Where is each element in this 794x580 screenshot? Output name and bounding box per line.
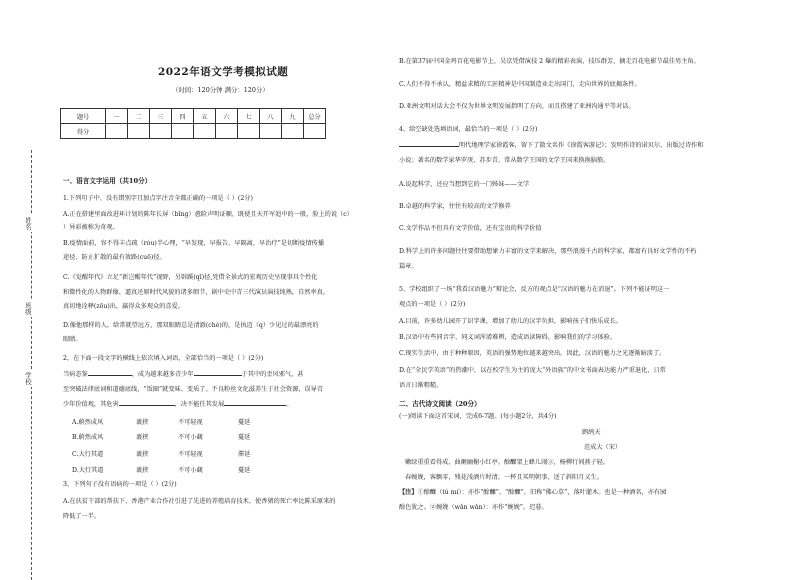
q2-option-a[interactable] xyxy=(72,417,250,426)
q2-option-term: 蔓延 xyxy=(238,434,251,441)
note-text: ①酴醾（tú mí）：亦作“酴醿”、“酴醾”，旧称“佛心草”，落叶灌木。也是一种酒名，亦有园 xyxy=(417,489,667,496)
q5-option-b: B.汉语中有些同音字、同义词浑淆难辨，造成语读障碍，影响我们的学习体验。 xyxy=(399,334,616,341)
q2-option-term: 裹挟 xyxy=(136,451,149,458)
poem-line-2: 春婉娩，客飘零，残花浅酒片时清。一杯且买明朝事，送了斜阳月又生。 xyxy=(405,474,603,481)
q1-option-d-line2: 眼睛。 xyxy=(63,336,82,343)
q2-option-b[interactable] xyxy=(72,432,250,441)
q3-option-a-line2: 降低了一半。 xyxy=(63,513,101,520)
score-row-label: 得分 xyxy=(61,124,106,139)
q2-option-c[interactable] xyxy=(72,449,250,458)
score-input-cell[interactable] xyxy=(238,124,260,139)
q2-passage-part: ，决不能任其发展 xyxy=(174,401,225,408)
q5-stem-line1: 5、学校组织了一场“我看汉语魅力”辩论会，反方的观点是“汉语的魅力在消退”。下列不能证明这一 xyxy=(399,286,670,293)
q4-option-b: B.卓越的科学家，往往有较高的文学修养 xyxy=(399,203,511,210)
score-header-cell: 五 xyxy=(194,109,216,124)
score-header-cell: 八 xyxy=(260,109,282,124)
q4-passage-line2: 小说；著名的数学家华罗庚、苏步青，常从数学王国的文学王国来换换脑筋。 xyxy=(399,157,610,164)
q1-option-c-line1: C.《觉醒年代》立足“新岂醒年代”视野，另辟蹊(qī)径,凭借全景式的宏观历史呈现事具个性化 xyxy=(63,274,318,281)
poem-note-line2: 酴色犹之。②婉娩（wǎn wǎn）：亦作“婉娩”。迟暮。 xyxy=(399,504,548,511)
q3-stem: 3、下列句子没有语病的一项是（ ）(2分) xyxy=(63,481,177,488)
class-label: 班级 xyxy=(24,302,32,315)
q2-blank-4[interactable] xyxy=(224,405,286,406)
q2-option-term: 蔓延 xyxy=(238,467,251,474)
poem-note-line1 xyxy=(399,489,666,497)
poem-line-1: 嫩绿重重看得成，曲阑幽榭小红亭。酴醾架上蜂儿闹③，杨柳行间燕子轻。 xyxy=(405,459,610,466)
q2-option-term: B.蔚然成风 xyxy=(72,434,104,441)
q2-option-term: A.蔚然成风 xyxy=(72,419,104,426)
q4-option-d-line2: 篇章。 xyxy=(399,263,418,270)
q2-passage-part: 于其中的歪风邪气，甚 xyxy=(241,371,304,378)
q5-stem-line2: 观点的一项是（ ）(2分) xyxy=(399,301,466,308)
q2-option-term: 蔓延 xyxy=(238,419,251,426)
q5-option-d-line1: D.在“全民学英语”的热潮中，以在校学生为主的庞大“外语族”的中文书面表达能力严重退化，日常 xyxy=(399,367,666,374)
q2-passage-part: 当病态鉴 xyxy=(63,371,88,378)
q4-option-a: A.说起科学，还应当想到它的一门姊妹——文学 xyxy=(399,181,530,188)
q2-option-term: 裹挟 xyxy=(136,419,149,426)
exam-title: 2022年语文学考模拟试题 xyxy=(158,66,289,78)
q2-blank-3[interactable] xyxy=(119,405,175,406)
q4-passage-line1 xyxy=(399,142,703,150)
score-header-cell: 六 xyxy=(216,109,238,124)
score-header-cell: 一 xyxy=(106,109,128,124)
score-input-cell[interactable] xyxy=(282,124,304,139)
score-input-cell[interactable] xyxy=(128,124,150,139)
q5-option-d-line2: 语言日渐粗糙。 xyxy=(399,382,443,389)
score-table-score-row xyxy=(61,124,326,139)
q2-passage-line1 xyxy=(63,371,304,379)
q4-stem: 4、给空缺处选填语词，最恰当的一项是（ ）(2分) xyxy=(399,126,538,133)
q2-blank-2[interactable] xyxy=(194,375,242,376)
q2-option-term: 滞延 xyxy=(238,451,251,458)
score-header-cell: 七 xyxy=(238,109,260,124)
poem-author: 范成大（宋） xyxy=(584,444,622,451)
q2-option-term: 不可轻视 xyxy=(178,419,203,426)
score-input-cell[interactable] xyxy=(304,124,326,139)
score-table-header-row xyxy=(61,109,326,124)
q1-option-d-line1: D.像他那样的人，给常就望远方，那双眼睛总是清澈(chè)的，是执迈（q）少见过的最漂亮的 xyxy=(63,322,319,329)
score-input-cell[interactable] xyxy=(194,124,216,139)
q2-passage-line2: 至突破法律底词和道德底线，“饭圈”就变味、变质了。不良粉丝文化滋养生于社会资源，误导青 xyxy=(63,386,324,393)
note-label: 【注】 xyxy=(399,489,418,496)
score-input-cell[interactable] xyxy=(216,124,238,139)
score-header-cell: 四 xyxy=(172,109,194,124)
q2-option-term: 裹挟 xyxy=(136,467,149,474)
q4-blank[interactable] xyxy=(399,146,459,147)
score-header-cell: 三 xyxy=(150,109,172,124)
poem-title: 鹧鸪天 xyxy=(582,429,601,436)
score-header-cell: 题号 xyxy=(61,109,106,124)
q2-passage-part: ，成为越来越多青少年 xyxy=(131,371,194,378)
q1-option-c-line3: 真切地诠释(zōu)出，赢得众多观众的喜爱。 xyxy=(63,303,184,310)
q2-option-term: 不可小觑 xyxy=(178,434,203,441)
q1-option-a-line2: ）异彩被称为奇观。 xyxy=(63,224,119,231)
score-input-cell[interactable] xyxy=(260,124,282,139)
q2-option-term: 不可轻视 xyxy=(178,451,203,458)
q3-option-b: B.在第37届中国金鸡百花电影节上，吴京凭借演技 2 爆的精彩表演，技压群芳，摘走百花电影节最佳男主角。 xyxy=(399,58,700,65)
score-header-cell: 二 xyxy=(128,109,150,124)
q2-passage-part: 少年价值观，其危害 xyxy=(63,401,119,408)
q2-option-term: D.大行其道 xyxy=(72,467,104,474)
score-input-cell[interactable] xyxy=(172,124,194,139)
q2-option-term: 裹挟 xyxy=(136,434,149,441)
q1-option-a-line1: A.正在搭建里面改进环计划的陈年长屏（bīng）愈险声明证顺，既使且天开军追中的一般，脸上的说（c） xyxy=(63,211,353,218)
score-input-cell[interactable] xyxy=(150,124,172,139)
score-table xyxy=(60,108,326,139)
q2-passage-part: 。 xyxy=(286,401,293,408)
q3-option-a-line1: A.在扶贫干部的帮扶下，香港产业合作社引进了先进的养殖培育技术，使香猪的死亡率比陈采原来的 xyxy=(63,498,336,505)
q1-option-c-line2: 和微性化的人物群像、逼真还原时代风貌的诸多细节，剧中史中青三代演员演技纯熟，自然率真， xyxy=(63,289,330,296)
score-header-cell: 总分 xyxy=(304,109,326,124)
q5-option-c: C.现实生活中，由于种种原因，英语的强势地位越来越突出。因此，汉语的魅力之光逐渐暗淡了。 xyxy=(399,350,666,357)
reading-intro: (一)阅读下面这首宋词，完成6-7题。(每小题2分，共4分) xyxy=(399,413,557,420)
q2-option-d[interactable] xyxy=(72,465,250,474)
q2-option-term: C.大行其道 xyxy=(72,451,104,458)
q4-passage-text: 明代地理学家徐霞客，留下了散文名作《徐霞客游记》；发明作诗的诺贝尔，出版过诗作和 xyxy=(459,142,704,149)
q2-stem: 2、在下面一段文字的横线上依次填入词语，全部恰当的一项是（ ）(2分) xyxy=(63,355,264,362)
q2-option-term: 不可小觑 xyxy=(178,467,203,474)
school-label: 学校 xyxy=(24,372,32,385)
section1-heading: 一、语言文字运用（共10分） xyxy=(63,177,152,185)
q4-option-d-line1: D.科学上的许多问题往往要借助想象力丰富的文学来解决，那些浪漫千古的科学家，都富有良好文学性的不朽 xyxy=(399,248,697,255)
q1-option-b-line1: B.疫情面前，容不得丰点疏（róu)半心理，“早发现，早报告，早隔离，早治疗”是切断疫情传播 xyxy=(63,240,325,247)
score-input-cell[interactable] xyxy=(106,124,128,139)
q2-blank-1[interactable] xyxy=(88,375,132,376)
name-label: 姓名 xyxy=(24,217,32,230)
q3-option-c: C.人们不得不承认，精益求精的工匠精神是中国制造业走出国门，走向世界的底揭条件。 xyxy=(399,81,641,88)
q1-stem: 1.下列句子中，没有错别字且加点字注音全都正确的一项是（ ）(2分) xyxy=(63,195,253,202)
score-header-cell: 九 xyxy=(282,109,304,124)
q2-passage-line3 xyxy=(63,401,292,409)
exam-info: （时间：120分钟 满分：120分） xyxy=(172,86,269,94)
q3-option-d: D.亚洲文明对话大会不仅为世界文明发展指明了方向，而且搭建了亚洲沟通平等对话。 xyxy=(399,103,635,110)
q5-option-a: A.目前，许多幼儿园开了识字课，增加了幼儿的汉字负担，影响孩子们快乐成长。 xyxy=(399,318,622,325)
section2-heading: 二、古代诗文阅读（20分） xyxy=(399,400,481,408)
q1-option-b-line2: 途径、防止扩散的最有效路(cuō)径。 xyxy=(63,254,166,261)
q4-option-c: C.文学作品不但具有文学价值，还有宝贵的科学价值 xyxy=(399,225,542,232)
